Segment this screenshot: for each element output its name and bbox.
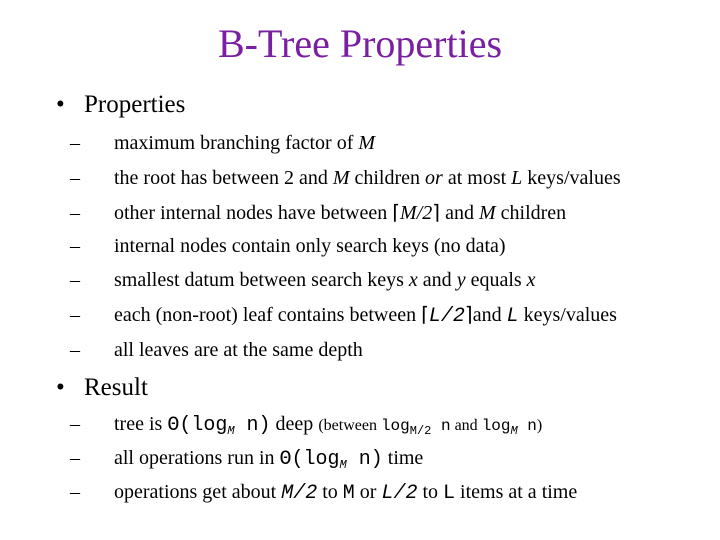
- dash: –: [70, 339, 80, 361]
- slide-title: B-Tree Properties: [217, 21, 503, 66]
- prop-same-depth: – all leaves are at the same depth: [70, 339, 363, 361]
- dash: –: [70, 481, 80, 503]
- dash: –: [70, 269, 80, 291]
- dash: –: [70, 235, 80, 257]
- dash: –: [70, 304, 80, 326]
- heading-text: Properties: [84, 91, 186, 118]
- properties-heading: [56, 90, 185, 120]
- dash: –: [70, 167, 80, 189]
- prop-leaf: – each (non-root) leaf contains between ⌈L/2⌉and L keys/values: [70, 302, 617, 328]
- prop-max-branching: – maximum branching factor of M: [70, 132, 376, 154]
- dash: –: [70, 447, 80, 469]
- prop-smallest-datum: – smallest datum between search keys x and y equals x: [70, 269, 536, 291]
- dash: –: [70, 413, 80, 435]
- bullet: •: [56, 91, 65, 118]
- dash: –: [70, 132, 80, 154]
- heading-text: Result: [84, 374, 148, 401]
- result-heading: [56, 373, 148, 403]
- prop-internal-between: – other internal nodes have between ⌈M/2⌉ and M children: [70, 200, 567, 224]
- result-time: – all operations run in $\Theta(\log_M$ n) time: [70, 447, 424, 472]
- prop-root: – the root has between 2 and M children or at most L keys/values: [70, 167, 621, 189]
- prop-search-keys: – internal nodes contain only search keys (no data): [70, 235, 506, 257]
- result-deep: – tree is $\Theta(\log_M$ n) deep (between $\log_{M/2} n$ and $\log_M n$): [70, 413, 543, 438]
- bullet: •: [56, 374, 65, 401]
- dash: –: [70, 202, 80, 224]
- result-items: – operations get about M/2 to M or L/2 to L items at a time: [70, 481, 578, 505]
